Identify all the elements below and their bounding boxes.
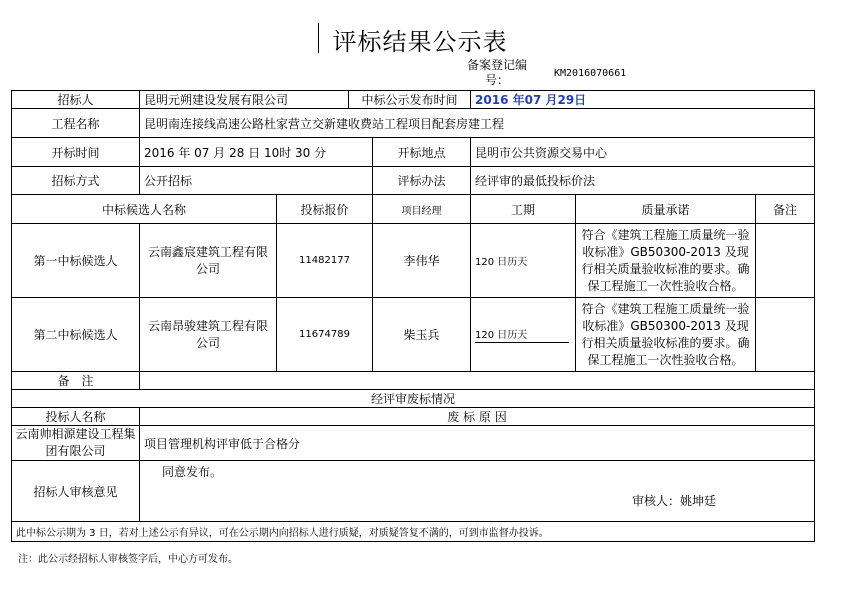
candidate-period: 120 日历天 [475,326,569,343]
review-opinion: 同意发布。 [162,465,223,479]
review-cell [140,461,815,522]
result-table [11,90,815,542]
header-quality: 质量承诺 [576,195,756,224]
registration-number: KM2016070661 [554,68,627,79]
header-remark: 备注 [756,195,815,224]
footnote: 注：此公示经招标人审核签字后，中心方可发布。 [18,554,238,565]
open-time-label: 开标时间 [12,138,140,167]
candidate-remark [756,224,815,298]
page-title: 评标结果公示表 [332,28,508,56]
tenderer-label: 招标人 [12,91,140,109]
open-place-value: 昆明市公共资源交易中心 [471,138,815,167]
row-tenderer [12,91,815,109]
text-cursor [318,23,319,53]
candidate-rank: 第二中标候选人 [12,298,140,372]
method-value: 公开招标 [140,167,373,195]
candidate-quality: 符合《建筑工程施工质量统一验收标准》GB50300-2013 及现行相关质量验收标准的要求。确保工程施工一次性验收合格。 [576,224,756,298]
candidate-name: 云南昂骏建筑工程有限公司 [140,298,277,372]
candidate-header-row [12,195,815,224]
waste-bidder: 云南帅相源建设工程集团有限公司 [12,426,140,461]
reviewer-signature: 审核人：姚坤廷 [632,494,717,508]
candidate-remark [756,298,815,372]
open-place-label: 开标地点 [373,138,471,167]
notice-row [12,522,815,542]
candidate-manager: 李伟华 [373,224,471,298]
waste-header-row [12,408,815,426]
row-open-time [12,138,815,167]
candidate-period-cell [471,298,576,372]
candidate-manager: 柴玉兵 [373,298,471,372]
waste-reason-header: 废 标 原 因 [140,408,815,426]
review-row [12,461,815,522]
eval-method-label: 评标办法 [373,167,471,195]
candidate-period: 120 日历天 [475,257,528,268]
open-time-value: 2016 年 07 月 28 日 10时 30 分 [140,138,373,167]
row-remarks [12,372,815,390]
candidate-price: 11482177 [277,224,373,298]
waste-section-title: 经评审废标情况 [12,390,815,408]
publish-time-label: 中标公示发布时间 [349,91,471,109]
review-label: 招标人审核意见 [12,461,140,522]
candidate-row [12,298,815,372]
waste-reason: 项目管理机构评审低于合格分 [140,426,815,461]
candidate-name: 云南鑫宸建筑工程有限公司 [140,224,277,298]
candidate-price: 11674789 [277,298,373,372]
header-candidate-name: 中标候选人名称 [12,195,277,224]
row-project [12,109,815,138]
project-label: 工程名称 [12,109,140,138]
publish-time-value: 2016 年07 月29日 [471,91,815,109]
remarks-label: 备 注 [12,372,140,390]
candidate-period-cell [471,224,576,298]
row-method [12,167,815,195]
remarks-value [140,372,815,390]
waste-bidder-header: 投标人名称 [12,408,140,426]
header-project-manager: 项目经理 [373,195,471,224]
candidate-quality: 符合《建筑工程施工质量统一验收标准》GB50300-2013 及现行相关质量验收标准的要求。确保工程施工一次性验收合格。 [576,298,756,372]
waste-title-row [12,390,815,408]
eval-method-value: 经评审的最低投标价法 [471,167,815,195]
waste-row [12,426,815,461]
project-value: 昆明南连接线高速公路杜家营立交新建收费站工程项目配套房建工程 [140,109,815,138]
method-label: 招标方式 [12,167,140,195]
header-duration: 工期 [471,195,576,224]
registration-label: 备案登记编号： [466,58,527,87]
header-bid-price: 投标报价 [277,195,373,224]
notice-text: 此中标公示期为 3 日，若对上述公示有异议，可在公示期内向招标人进行质疑，对质疑答复不满的，可到市监督办投诉。 [12,522,815,542]
tenderer-value: 昆明元朔建设发展有限公司 [140,91,349,109]
candidate-rank: 第一中标候选人 [12,224,140,298]
candidate-row [12,224,815,298]
